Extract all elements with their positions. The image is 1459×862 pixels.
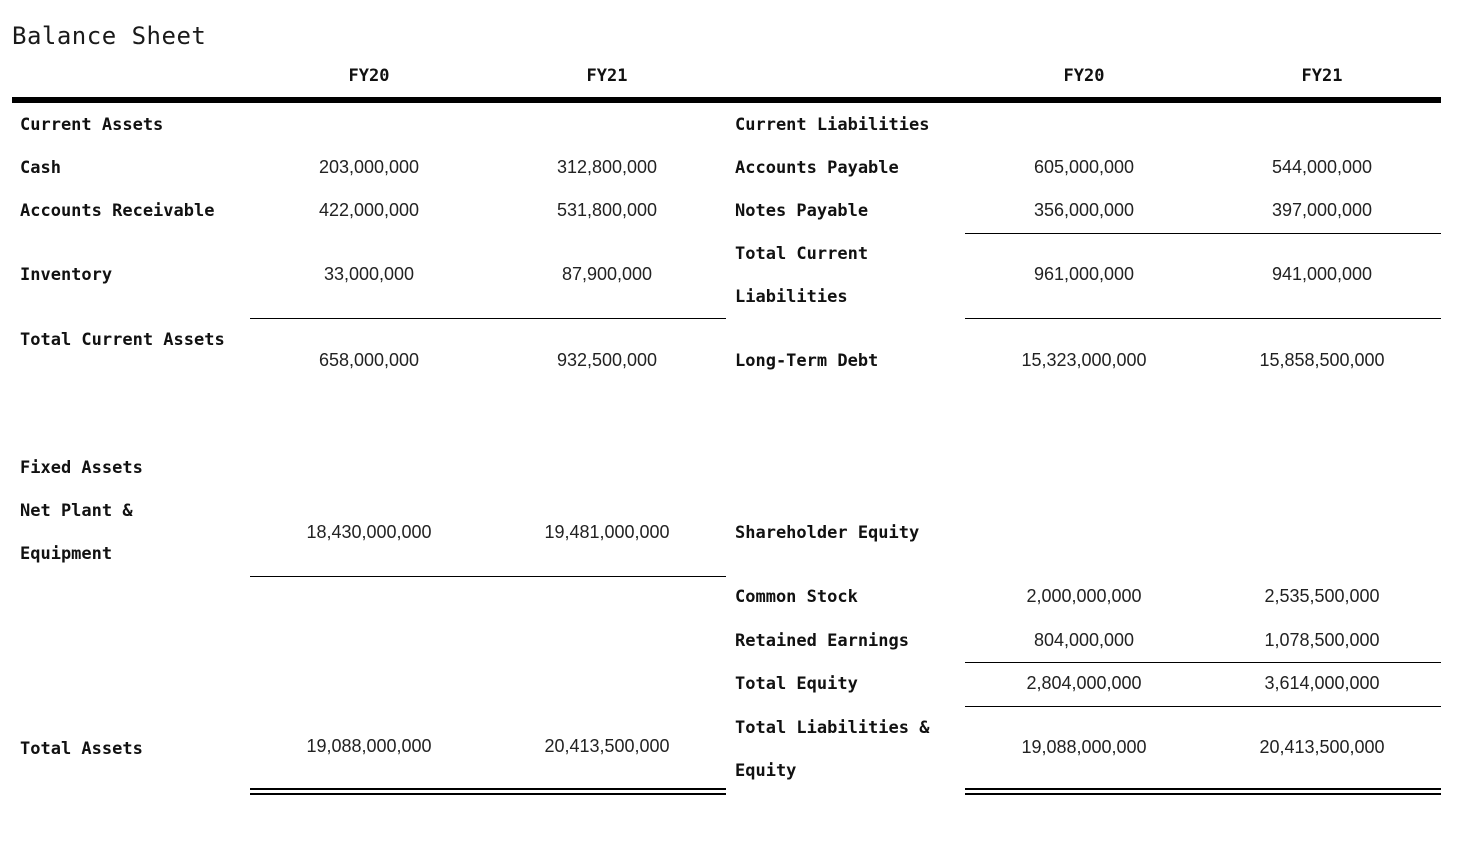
total-current-liabilities-fy20: 961,000,000 bbox=[1033, 264, 1135, 284]
net-plant-equipment-fy20: 18,430,000,000 bbox=[306, 522, 432, 542]
header-liabilities-fy20: FY20 bbox=[1063, 66, 1105, 86]
total-assets-fy20: 19,088,000,000 bbox=[306, 736, 432, 756]
total-current-assets-fy20: 658,000,000 bbox=[318, 350, 420, 370]
cash-fy20: 203,000,000 bbox=[318, 157, 420, 177]
total-equity-label: Total Equity bbox=[735, 674, 858, 694]
notes-payable-label: Notes Payable bbox=[735, 201, 869, 221]
header-divider bbox=[12, 97, 1441, 103]
long-term-debt-fy20: 15,323,000,000 bbox=[1021, 350, 1147, 370]
fixed-assets-rule bbox=[250, 576, 726, 577]
net-plant-equipment-label: Net Plant & Equipment bbox=[20, 501, 133, 564]
total-equity-rule bbox=[965, 706, 1441, 707]
assets-subtotal-rule bbox=[250, 318, 726, 319]
common-stock-fy20: 2,000,000,000 bbox=[1026, 586, 1142, 606]
total-current-liabilities-rule bbox=[965, 318, 1441, 319]
accounts-receivable-fy21: 531,800,000 bbox=[556, 200, 658, 220]
total-assets-fy21: 20,413,500,000 bbox=[544, 736, 670, 756]
shareholder-equity-heading: Shareholder Equity bbox=[735, 523, 920, 543]
total-current-liabilities-label: Total Current Liabilities bbox=[735, 244, 869, 307]
common-stock-fy21: 2,535,500,000 bbox=[1264, 586, 1380, 606]
accounts-payable-fy21: 544,000,000 bbox=[1271, 157, 1373, 177]
equity-subtotal-rule bbox=[965, 662, 1441, 663]
long-term-debt-label: Long-Term Debt bbox=[735, 351, 879, 371]
accounts-receivable-fy20: 422,000,000 bbox=[318, 200, 420, 220]
net-plant-equipment-fy21: 19,481,000,000 bbox=[544, 522, 670, 542]
total-liabilities-double-rule bbox=[965, 788, 1441, 795]
fixed-assets-heading: Fixed Assets bbox=[20, 458, 143, 478]
header-liabilities-fy21: FY21 bbox=[1301, 66, 1343, 86]
total-equity-fy21: 3,614,000,000 bbox=[1264, 673, 1380, 693]
current-liabilities-heading: Current Liabilities bbox=[735, 115, 930, 135]
page-title: Balance Sheet bbox=[12, 22, 207, 50]
total-assets-label: Total Assets bbox=[20, 739, 143, 759]
total-current-liabilities-fy21: 941,000,000 bbox=[1271, 264, 1373, 284]
retained-earnings-fy21: 1,078,500,000 bbox=[1264, 630, 1380, 650]
total-current-assets-fy21: 932,500,000 bbox=[556, 350, 658, 370]
header-assets-fy20: FY20 bbox=[348, 66, 390, 86]
total-liabilities-equity-fy21: 20,413,500,000 bbox=[1259, 737, 1385, 757]
accounts-receivable-label: Accounts Receivable bbox=[20, 201, 215, 221]
inventory-label: Inventory bbox=[20, 265, 113, 285]
cash-label: Cash bbox=[20, 158, 61, 178]
notes-payable-fy21: 397,000,000 bbox=[1271, 200, 1373, 220]
header-assets-fy21: FY21 bbox=[586, 66, 628, 86]
long-term-debt-fy21: 15,858,500,000 bbox=[1259, 350, 1385, 370]
total-equity-fy20: 2,804,000,000 bbox=[1026, 673, 1142, 693]
total-liabilities-equity-fy20: 19,088,000,000 bbox=[1021, 737, 1147, 757]
total-assets-double-rule bbox=[250, 788, 726, 795]
accounts-payable-fy20: 605,000,000 bbox=[1033, 157, 1135, 177]
current-assets-heading: Current Assets bbox=[20, 115, 164, 135]
accounts-payable-label: Accounts Payable bbox=[735, 158, 899, 178]
current-liabilities-rule bbox=[965, 233, 1441, 234]
retained-earnings-label: Retained Earnings bbox=[735, 631, 909, 651]
inventory-fy21: 87,900,000 bbox=[561, 264, 653, 284]
notes-payable-fy20: 356,000,000 bbox=[1033, 200, 1135, 220]
total-liabilities-equity-label: Total Liabilities & Equity bbox=[735, 718, 930, 781]
cash-fy21: 312,800,000 bbox=[556, 157, 658, 177]
inventory-fy20: 33,000,000 bbox=[323, 264, 415, 284]
common-stock-label: Common Stock bbox=[735, 587, 858, 607]
total-current-assets-label: Total Current Assets bbox=[20, 330, 225, 350]
retained-earnings-fy20: 804,000,000 bbox=[1033, 630, 1135, 650]
